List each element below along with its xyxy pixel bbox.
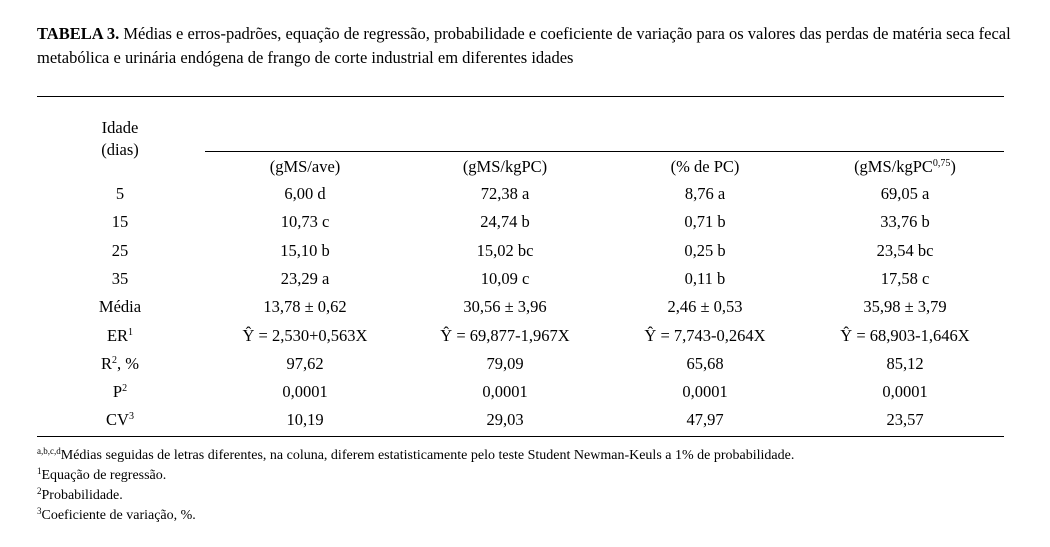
column-header-rule — [205, 151, 1004, 152]
stub-header-unit: (dias) — [101, 140, 139, 159]
table-number: TABELA 3. — [37, 24, 120, 43]
column-header-gms-kgpc: (gMS/kgPC) — [462, 157, 548, 176]
row-label-text: 25 — [111, 241, 129, 260]
table-cell: 15,02 bc — [476, 241, 534, 260]
row-label — [37, 353, 203, 375]
table-cell: 10,19 — [286, 410, 324, 429]
footnote — [37, 466, 1012, 486]
row-label-text: R — [100, 354, 112, 373]
table-cell: Ŷ = 69,877-1,967X — [440, 326, 570, 345]
row-label — [37, 325, 203, 347]
table-cell: 85,12 — [886, 354, 924, 373]
table-cell: 29,03 — [486, 410, 524, 429]
table-cell: 0,0001 — [682, 382, 728, 401]
table-cell: 33,76 b — [880, 212, 930, 231]
column-header-percent-pc: (% de PC) — [670, 157, 740, 176]
table-row — [0, 268, 1050, 290]
table-cell: 10,09 c — [480, 269, 530, 288]
stub-header — [37, 117, 203, 161]
table-caption — [37, 22, 1012, 70]
table-cell: 0,25 b — [684, 241, 726, 260]
table-cell: 72,38 a — [480, 184, 530, 203]
table-cell: 23,54 bc — [876, 241, 934, 260]
table-cell: 24,74 b — [480, 212, 530, 231]
stub-header-label: Idade — [101, 118, 139, 137]
caption-text: Médias e erros-padrões, equação de regressão, probabilidade e coeficiente de variação para os valores das perdas de matéria seca fecal metabólica e urinária endógena de frango de corte industrial em diferentes idades — [37, 24, 1011, 67]
table-cell: 0,0001 — [282, 382, 328, 401]
row-label — [37, 240, 203, 262]
row-label-superscript: 2 — [112, 355, 117, 366]
row-label — [37, 183, 203, 205]
row-label-text: ER — [106, 326, 129, 345]
top-rule — [37, 96, 1004, 97]
footnote-mark: a,b,c,d — [37, 446, 61, 456]
table-row — [0, 183, 1050, 205]
table-cell: 10,73 c — [280, 212, 330, 231]
row-label — [37, 409, 203, 431]
table-row — [0, 211, 1050, 233]
column-header-gms-kgpc075 — [805, 157, 1005, 177]
table-cell: 2,46 ± 0,53 — [667, 297, 743, 316]
footnote — [37, 506, 1012, 526]
row-label-text: 15 — [111, 212, 129, 231]
table-cell: Ŷ = 2,530+0,563X — [242, 326, 368, 345]
row-label — [37, 211, 203, 233]
row-label — [37, 268, 203, 290]
table-cell: 97,62 — [286, 354, 324, 373]
table-cell: 30,56 ± 3,96 — [463, 297, 547, 316]
row-label — [37, 381, 203, 403]
table-cell: 6,00 d — [284, 184, 326, 203]
table-cell: Ŷ = 68,903-1,646X — [840, 326, 970, 345]
row-label-text: Média — [98, 297, 142, 316]
footnote-mark: 2 — [37, 486, 42, 496]
footnote-mark: 1 — [37, 466, 42, 476]
table-cell: 35,98 ± 3,79 — [863, 297, 947, 316]
footnote-text: Coeficiente de variação, %. — [41, 508, 196, 523]
row-label-text: 5 — [115, 184, 125, 203]
row-label-suffix: , % — [117, 354, 139, 373]
table-row — [0, 296, 1050, 318]
footnote-text: Médias seguidas de letras diferentes, na coluna, diferem estatisticamente pelo teste Student Newman-Keuls a 1% de probabilidade. — [60, 448, 795, 463]
unit-exponent: 0,75 — [932, 158, 951, 169]
table-cell: 0,11 b — [684, 269, 726, 288]
row-label-text: P — [112, 382, 123, 401]
footnote — [37, 446, 1012, 466]
table-cell: 69,05 a — [880, 184, 930, 203]
table-row — [0, 325, 1050, 347]
table-row — [0, 381, 1050, 403]
table-cell: 17,58 c — [880, 269, 930, 288]
footnote — [37, 486, 1012, 506]
footnote-text: Equação de regressão. — [41, 468, 167, 483]
footnote-mark: 3 — [37, 506, 42, 516]
row-label-text: 35 — [111, 269, 129, 288]
row-label-superscript: 1 — [128, 327, 134, 338]
table-cell: 0,0001 — [882, 382, 928, 401]
table-cell: 65,68 — [686, 354, 724, 373]
table-cell: 47,97 — [686, 410, 724, 429]
unit-close: ) — [950, 157, 956, 176]
table-cell: 13,78 ± 0,62 — [263, 297, 347, 316]
bottom-rule — [37, 436, 1004, 437]
table-row — [0, 240, 1050, 262]
row-label-superscript: 3 — [128, 411, 134, 422]
footnote-text: Probabilidade. — [41, 488, 123, 503]
table-cell: 0,0001 — [482, 382, 528, 401]
table-cell: 0,71 b — [684, 212, 726, 231]
table-cell: 23,29 a — [280, 269, 330, 288]
row-label — [37, 296, 203, 318]
table-cell: 15,10 b — [280, 241, 330, 260]
table-cell: Ŷ = 7,743-0,264X — [644, 326, 766, 345]
unit-base: (gMS/kgPC — [854, 157, 933, 176]
row-label-superscript: 2 — [122, 383, 128, 394]
table-cell: 79,09 — [486, 354, 524, 373]
table-cell: 8,76 a — [684, 184, 726, 203]
table-row — [0, 409, 1050, 431]
footnotes — [37, 446, 1012, 526]
table-row — [0, 353, 1050, 375]
row-label-text: CV — [106, 410, 129, 429]
table-cell: 23,57 — [886, 410, 924, 429]
column-header-gms-ave: (gMS/ave) — [269, 157, 341, 176]
